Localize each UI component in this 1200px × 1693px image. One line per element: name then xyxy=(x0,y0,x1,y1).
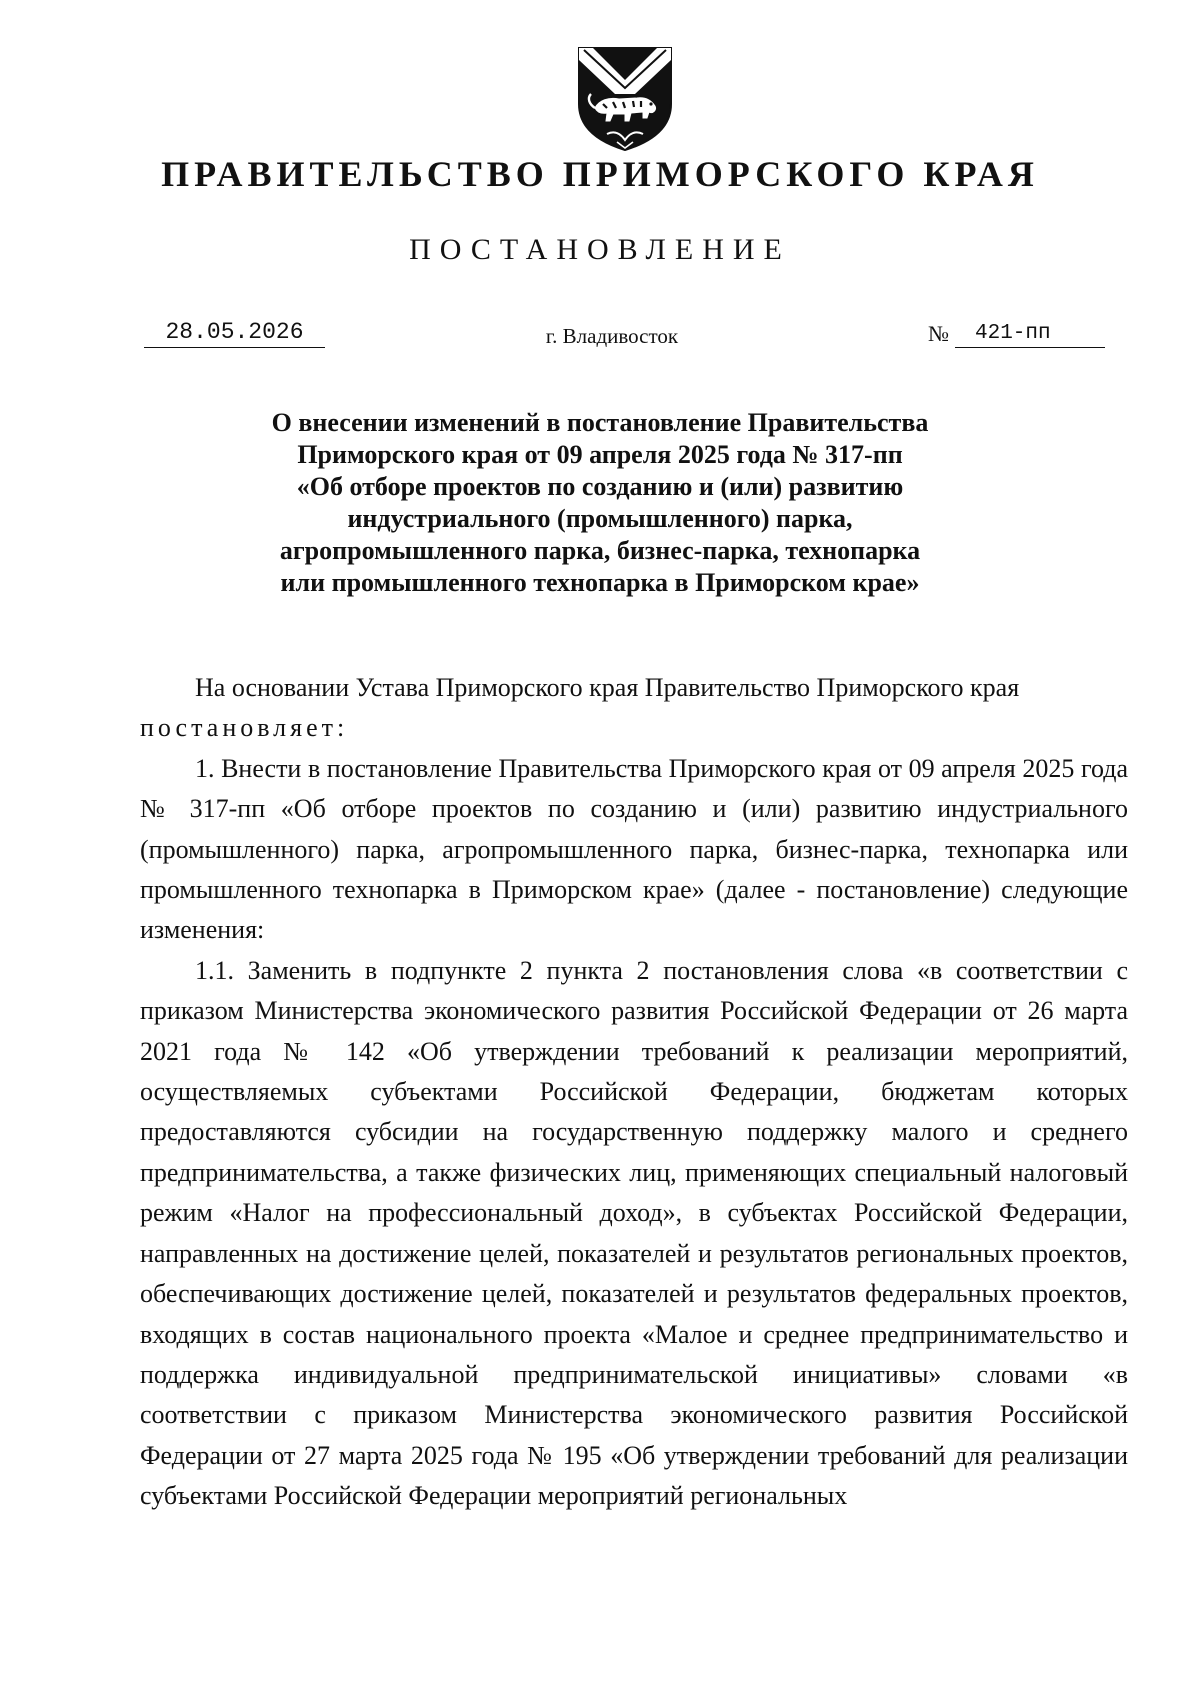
subject-line: индустриального (промышленного) парка, xyxy=(347,504,853,533)
number-sign: № xyxy=(928,321,949,346)
document-subject xyxy=(140,407,1060,599)
subject-line: «Об отборе проектов по созданию и (или) развитию xyxy=(296,472,904,501)
document-city: г. Владивосток xyxy=(545,324,679,348)
subject-line: О внесении изменений в постановление Правительства xyxy=(271,408,929,437)
document-number-block xyxy=(928,320,1105,348)
resolves-word: постановляет: xyxy=(140,713,349,743)
item-1-1-paragraph: 1.1. Заменить в подпункте 2 пункта 2 постановления слова «в соответствии с приказом Министерства экономического развития Российской Федерации от 26 марта 2021 года № 142 «Об утверждении требований к реализации мероприятий, осуществляемых субъектами Российской Федерации, бюджетам которых предоставляются субсидии на государственную поддержку малого и среднего предпринимательства, а также физических лиц, применяющих специальный налоговый режим «Налог на профессиональный доход», в субъектах Российской Федерации, направленных на достижение целей, показателей и результатов региональных проектов, обеспечивающих достижение целей, показателей и результатов федеральных проектов, входящих в состав национального проекта «Малое и среднее предпринимательство и поддержка индивидуальной предпринимательской инициативы» словами «в соответствии с приказом Министерства экономического развития Российской Федерации от 27 марта 2025 года № 195 «Об утверждении требований для реализации субъектами Российской Федерации мероприятий региональных xyxy=(140,955,1128,1511)
subject-line: или промышленного технопарка в Приморском крае» xyxy=(280,568,920,597)
document-number: 421-пп xyxy=(955,321,1105,348)
subject-line: агропромышленного парка, бизнес-парка, технопарка xyxy=(279,536,921,565)
document-meta-row xyxy=(0,318,1200,354)
subject-line: Приморского края от 09 апреля 2025 года № 317-пп xyxy=(297,440,903,469)
coat-of-arms-emblem xyxy=(573,42,677,154)
preamble-text: На основании Устава Приморского края Правительство Приморского края xyxy=(195,673,1020,702)
document-date: 28.05.2026 xyxy=(144,318,325,348)
item-1-paragraph: 1. Внести в постановление Правительства Приморского края от 09 апреля 2025 года № 317-пп «Об отборе проектов по созданию и (или) развитию индустриального (промышленного) парка, агропромышленного парка, бизнес-парка, технопарка или промышленного технопарка в Приморском крае» (далее - постановление) следующие изменения: xyxy=(140,753,1128,945)
government-title: ПРАВИТЕЛЬСТВО ПРИМОРСКОГО КРАЯ xyxy=(161,154,1039,194)
preamble-paragraph xyxy=(140,668,1128,749)
document-type: ПОСТАНОВЛЕНИЕ xyxy=(409,233,791,266)
document-body xyxy=(140,668,1128,1517)
